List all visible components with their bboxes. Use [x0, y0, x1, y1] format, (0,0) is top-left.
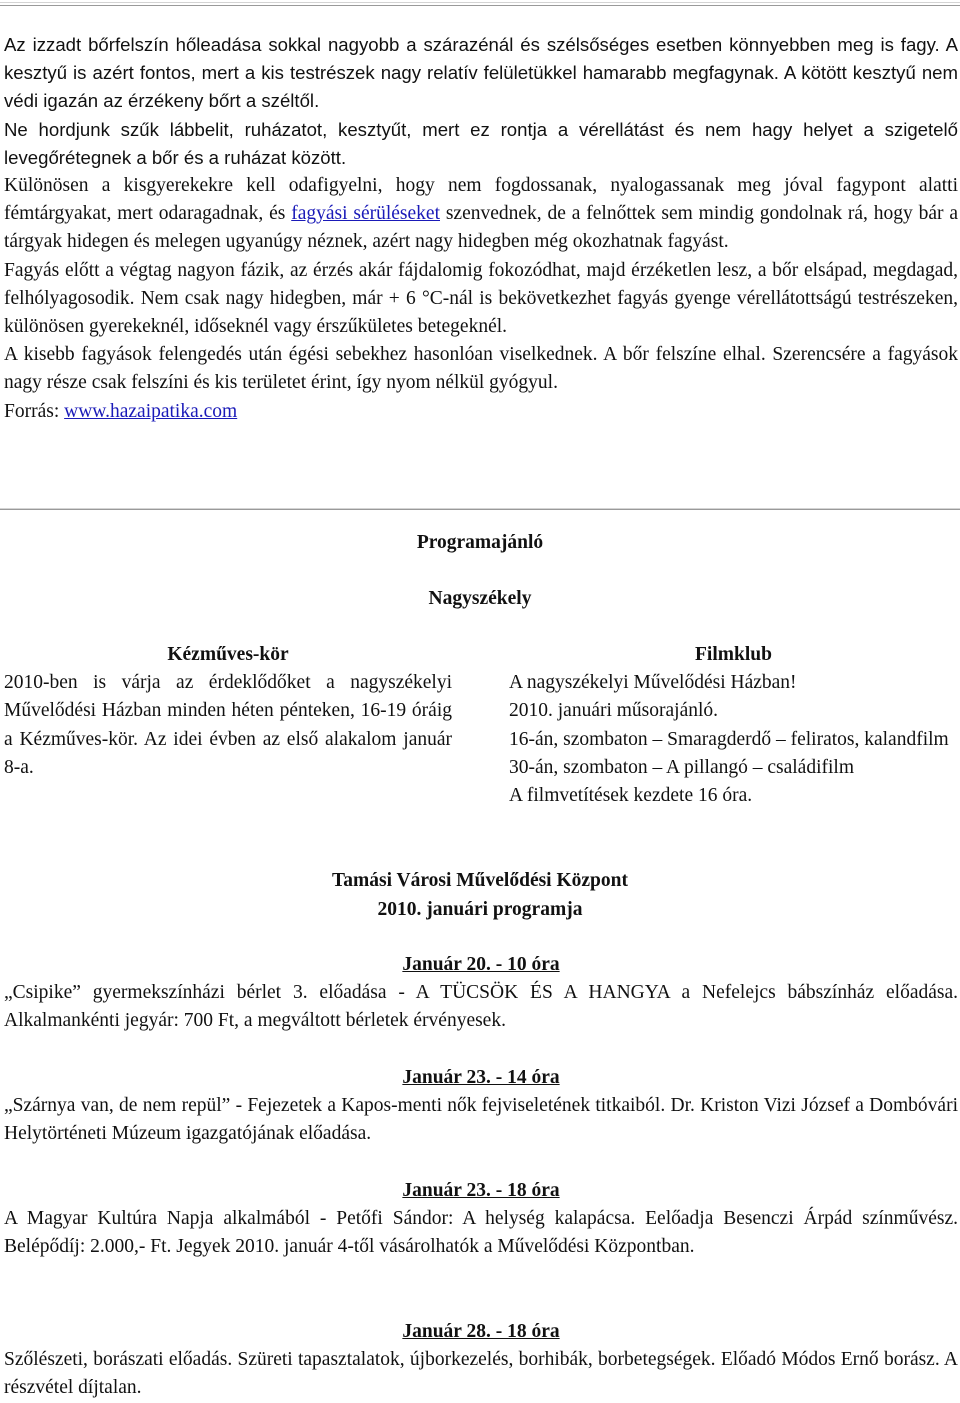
article-paragraph-sweat: Az izzadt bőrfelszín hőleadása sokkal nagyobb a szárazénál és szélsőséges esetben könnyebben meg is fagy. A kesztyű is azért fontos, mert a kis testrészek nagy relatív felületükkel hamarabb megfagynak. A kötött kesztyű nem védi igazán az érzékeny bőrt a széltől.	[4, 34, 958, 112]
frostbite-link[interactable]: fagyási sérüléseket	[291, 203, 440, 225]
filmclub-schedule-title: 2010. januári műsorajánló.	[509, 700, 719, 722]
section-divider	[0, 508, 960, 510]
article-source	[4, 398, 958, 426]
event-description: A Magyar Kultúra Napja alkalmából - Petőfi Sándor: A helység kalapácsa. Eelőadja Besenczi Árpád színművész. Belépődíj: 2.000,- Ft. Jegyek 2010. január 4-től vásárolhatók a Művelődési Központban.	[4, 1208, 958, 1258]
handicraft-title: Kézműves-kör	[167, 644, 289, 665]
event-item	[4, 1177, 958, 1262]
event-description: „Szárnya van, de nem repül” - Fejezetek a Kapos-menti nők fejviseletének titkaiból. Dr. Kriston Vizi József a Dombóvári Helytörténeti Múzeum igazgatójának előadása.	[4, 1095, 958, 1145]
event-description: „Csipike” gyermekszínházi bérlet 3. előadása - A TÜCSÖK ÉS A HANGYA a Nefelejcs bábszínház előadása. Alkalmankénti jegyár: 700 Ft, a megváltott bérletek érvényesek.	[4, 982, 958, 1032]
source-label: Forrás:	[4, 400, 65, 422]
event-item	[4, 1064, 958, 1149]
center-name: Tamási Városi Művelődési Központ	[332, 870, 628, 891]
source-link[interactable]: www.hazaipatika.com	[64, 400, 238, 422]
children-text-end: szenvednek, de a felnőttek sem mindig gondolnak rá, hogy bár a tárgyak hidegen és melegen ugyanúgy néznek, azért nagy hidegben még okozhatnak fagyást.	[4, 203, 959, 253]
handicraft-column	[4, 641, 452, 782]
event-date: Január 20. - 10 óra	[402, 954, 560, 975]
event-date: Január 23. - 14 óra	[402, 1067, 560, 1088]
town-title: Nagyszékely	[428, 588, 532, 609]
article-paragraph-healing: A kisebb fagyások felengedés után égési sebekhez hasonlóan viselkednek. A bőr felszíne elhal. Szerencsére a fagyások nagy része csak felszíni és kis területet érint, így nyom nélkül gyógyul.	[4, 344, 958, 394]
event-date: Január 28. - 18 óra	[402, 1321, 560, 1342]
filmclub-start-time: A filmvetítések kezdete 16 óra.	[509, 785, 753, 807]
event-item	[4, 951, 958, 1036]
top-rule	[0, 2, 960, 6]
filmclub-venue: A nagyszékelyi Művelődési Házban!	[509, 672, 797, 694]
event-item	[4, 1318, 958, 1403]
filmclub-title: Filmklub	[695, 644, 772, 665]
filmclub-column	[509, 641, 958, 810]
program-title: Programajánló	[416, 532, 544, 553]
event-description: Szőlészeti, borászati előadás. Szüreti tapasztalatok, újborkezelés, borhibák, borbetegségek. Előadó Módos Ernő borász. A részvétel díjtalan.	[4, 1349, 958, 1399]
article-paragraph-children	[4, 172, 958, 257]
filmclub-screening-16: 16-án, szombaton – Smaragderdő – feliratos, kalandfilm	[509, 728, 949, 750]
children-text-start: Különösen a kisgyerekekre kell odafigyelni, hogy nem fogdossanak, nyalogassanak meg jóval fagypont alatti fémtárgyakat, mert odaragadnak, és	[4, 175, 958, 225]
filmclub-screening-30: 30-án, szombaton – A pillangó – családifilm	[509, 756, 854, 778]
article-paragraph-symptoms: Fagyás előtt a végtag nagyon fázik, az érzés akár fájdalomig fokozódhat, majd érzéketlen lesz, a bőr elsápad, megdagad, felhólyagosodik. Nem csak nagy hidegben, már + 6 °C-nál is bekövetkezhet fagyás gyenge vérellátottságú testrészeken, különösen gyerekeknél, időseknél vagy érszűkületes betegeknél.	[4, 259, 958, 338]
handicraft-text: 2010-ben is várja az érdeklődőket a nagyszékelyi Művelődési Házban minden héten pénteken, 16-19 óráig a Kézműves-kör. Az idei évben az első alakalom január 8-a.	[4, 672, 452, 778]
event-date: Január 23. - 18 óra	[402, 1180, 560, 1201]
center-subtitle: 2010. januári programja	[377, 899, 583, 920]
article-paragraph-clothing: Ne hordjunk szűk lábbelit, ruházatot, kesztyűt, mert ez rontja a vérellátást és nem hagy helyet a szigetelő levegőrétegnek a bőr és a ruházat között.	[4, 118, 958, 168]
article-body	[4, 31, 958, 426]
